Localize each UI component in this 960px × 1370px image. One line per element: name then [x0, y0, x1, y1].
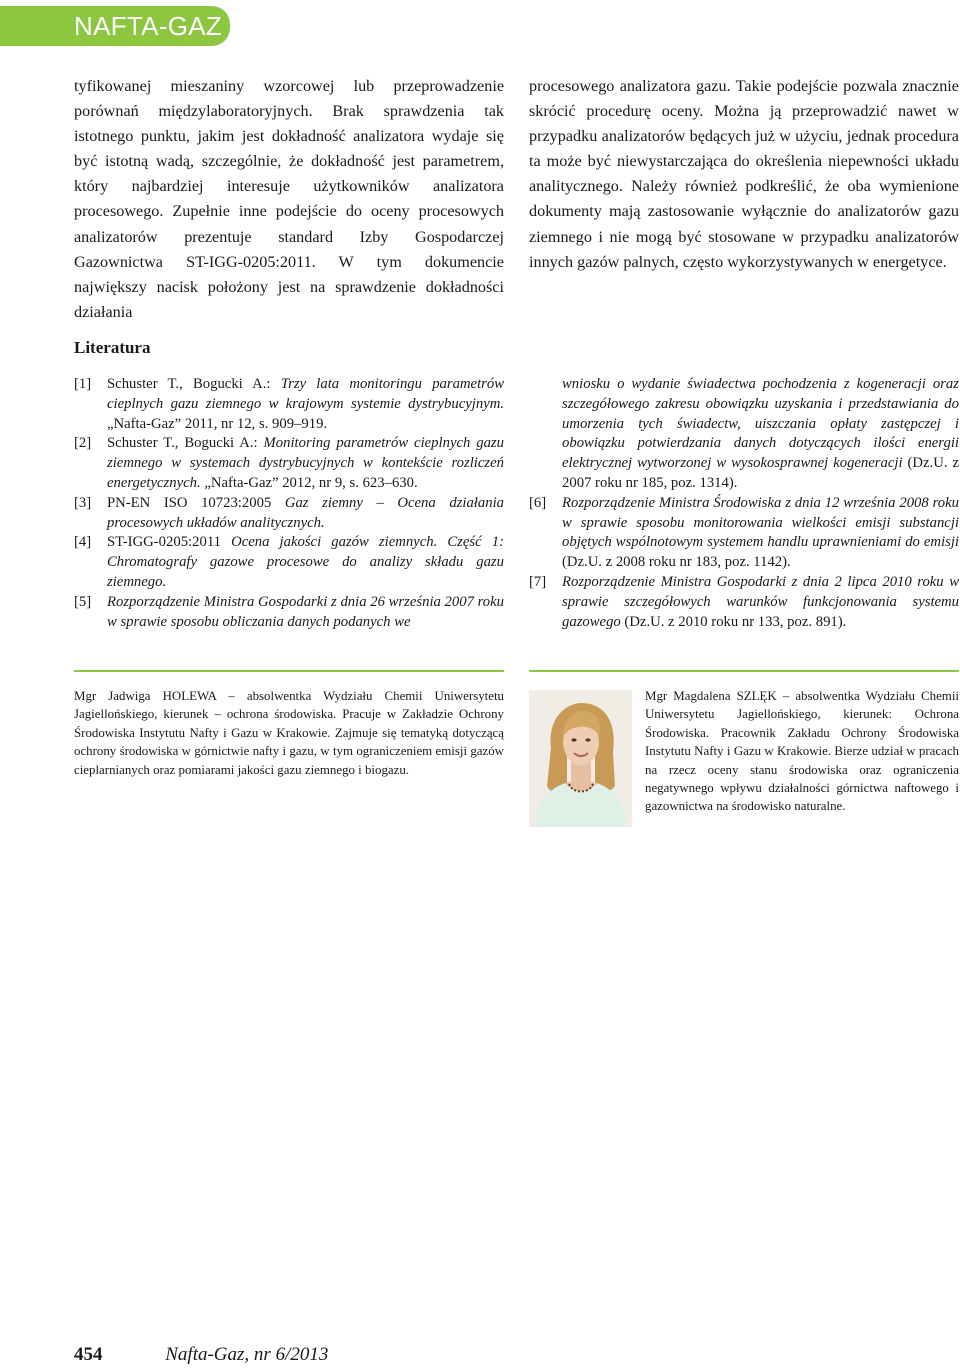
reference-title: Gaz ziemny – Ocena działania procesowych układów analitycznych. [107, 494, 505, 531]
author-photo [529, 690, 632, 827]
reference-source: „Nafta-Gaz” 2011, nr 12, s. 909–919. [107, 415, 328, 432]
reference-number: [4] [74, 534, 92, 551]
reference-item [74, 533, 504, 592]
reference-title: Monitoring parametrów cieplnych gazu ziemnego w systemach dystrybucyjnych w kontekście rozliczeń energetycznych. [107, 435, 504, 491]
reference-title: wniosku o wydanie świadectwa pochodzenia z kogeneracji oraz szczegółowego zakresu obowiązku uzyskania i przedstawiania do umorzenia tych świadectw, uiszczania opłaty zastępczej i obowiązku potwierdzania danych dotyczących ilości energii elektrycznej wytworzonej w wysokosprawnej kogeneracji [562, 376, 959, 472]
reference-item [74, 593, 504, 633]
references-column-left [74, 375, 504, 632]
bio-divider-right [529, 670, 959, 672]
bio-divider-left [74, 670, 504, 672]
reference-item [74, 494, 504, 534]
body-paragraph: procesowego analizatora gazu. Takie podejście pozwala znacznie skrócić procedurę oceny. Można ją przeprowadzić nawet w przypadku analizatorów będących już w użyciu, jednak procedura ta może być niewystarczająca do określenia niepewności układu analitycznego. Należy również podkreślić, że oba wymienione dokumenty mają zastosowanie wyłącznie do analizatorów gazu ziemnego i nie mogą być stosowane w przypadku analizatorów innych gazów palnych, często wykorzystywanych w energetyce. [529, 77, 959, 271]
reference-source: (Dz.U. z 2010 roku nr 133, poz. 891). [624, 613, 847, 630]
reference-source: (Dz.U. z 2007 roku nr 185, poz. 1314). [562, 455, 959, 491]
reference-item [74, 375, 504, 434]
author-portrait-image [529, 690, 632, 827]
journal-header-tab [0, 6, 230, 46]
reference-number: [5] [74, 593, 92, 610]
reference-number: [2] [74, 435, 92, 452]
reference-number: [6] [529, 494, 547, 511]
reference-title: Ocena jakości gazów ziemnych. Część 1: Chromatografy gazowe procesowe do analizy składu gazu ziemnego. [107, 534, 504, 590]
reference-item [529, 494, 959, 573]
reference-authors: Schuster T., Bogucki A.: [107, 376, 271, 392]
references-column-right [529, 375, 959, 632]
reference-title: Trzy lata monitoringu parametrów cieplnych gazu ziemnego w krajowym systemie dystrybucyjnym. [107, 376, 504, 412]
author-bio-holewa: Mgr Jadwiga HOLEWA – absolwentka Wydziału Chemii Uniwersytetu Jagiellońskiego, kierunek – ochrona środowiska. Pracuje w Zakładzie Ochrony Środowiska Instytutu Nafty i Gazu w Krakowie. Zajmuje się tematyką dotyczącą ochrony środowiska w górnictwie nafty i gazu, w tym ograniczeniem emisji gazów cieplarnianych oraz pomiarami jakości gazu ziemnego i biogazu. [74, 689, 504, 777]
reference-number: [1] [74, 376, 92, 392]
reference-item [74, 434, 504, 493]
journal-citation: Nafta-Gaz, nr 6/2013 [165, 1344, 329, 1365]
reference-source: (Dz.U. z 2008 roku nr 183, poz. 1142). [562, 554, 791, 571]
author-bio-szlek: Mgr Magdalena SZLĘK – absolwentka Wydziału Chemii Uniwersytetu Jagiellońskiego, kierunek: Ochrona Środowiska. Pracownik Zakładu Ochrony Środowiska Instytutu Nafty i Gazu w Krakowie. Bierze udział w pracach na rzecz oceny stanu środowiska oraz ograniczenia negatywnego wpływu działalności górnictwa naftowego i gazownictwa na środowisko naturalne. [645, 689, 959, 814]
page-footer [74, 1342, 328, 1368]
literature-heading: Literatura [74, 338, 151, 357]
reference-item [529, 573, 959, 632]
page-number: 454 [74, 1344, 103, 1365]
reference-authors: ST-IGG-0205:2011 [107, 534, 221, 551]
body-paragraph: tyfikowanej mieszaniny wzorcowej lub przeprowadzenie porównań międzylaboratoryjnych. Brak sprawdzenia tak istotnego punktu, jakim jest dokładność analizatora wydaje się być istotną wadą, szczególnie, że dokładność jest parametrem, który najbardziej interesuje użytkowników analizatora procesowego. Zupełnie inne podejście do oceny procesowych analizatorów prezentuje standard Izby Gospodarczej Gazownictwa ST-IGG-0205:2011. W tym dokumencie największy nacisk położony jest na sprawdzenie dokładności działania [74, 77, 504, 321]
reference-source: „Nafta-Gaz” 2012, nr 9, s. 623–630. [204, 474, 418, 491]
reference-title: Rozporządzenie Ministra Gospodarki z dnia 2 lipca 2010 roku w sprawie szczegółowych warunków funkcjonowania systemu gazowego [562, 573, 959, 630]
body-column-left [74, 74, 504, 325]
reference-title: Rozporządzenie Ministra Środowiska z dnia 12 września 2008 roku w sprawie sposobu monitorowania wielkości emisji substancji objętych wspólnotowym systemem handlu uprawnieniami do emisji [562, 494, 959, 551]
journal-header-label: NAFTA-GAZ [74, 11, 223, 41]
reference-authors: Schuster T., Bogucki A.: [107, 435, 258, 452]
reference-number: [3] [74, 494, 92, 511]
reference-continuation [529, 375, 959, 494]
reference-authors: PN-EN ISO 10723:2005 [107, 494, 272, 511]
reference-title: Rozporządzenie Ministra Gospodarki z dnia 26 września 2007 roku w sprawie sposobu obliczania danych podanych we [107, 593, 504, 630]
body-column-right [529, 74, 959, 275]
reference-number: [7] [529, 573, 547, 590]
